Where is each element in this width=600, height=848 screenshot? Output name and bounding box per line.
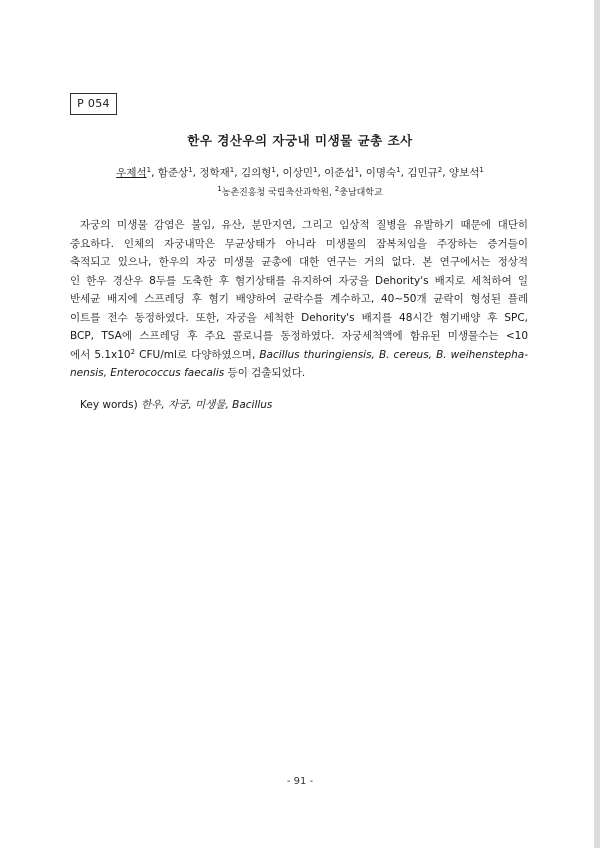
keywords-label: Key words) xyxy=(80,399,138,411)
abstract-text: 에서 5.1x10 xyxy=(70,348,131,361)
author-name: 이명숙 xyxy=(365,167,397,179)
author-affiliation-mark: 1 xyxy=(354,166,360,174)
species-names: nensis, Enterococcus faecalis xyxy=(70,367,225,379)
author-list: 우제석$^1$, 함준상$^1$, 정학재$^1$, 김의형$^1$, 이상민$^1$, 이준섭$^1$, 이명숙$^1$, 김민규$^2$, 양보석$^1$ xyxy=(116,166,484,179)
author-name: 정학재 xyxy=(199,167,230,179)
abstract-line: 중요하다. 인체의 자궁내막은 무균상태가 아니라 미생물의 잠복처임을 주장하는 증거들이 xyxy=(70,237,528,250)
abstract-line xyxy=(70,364,528,383)
poster-id-box: P 054 xyxy=(70,93,117,115)
author-affiliation-mark: 1 xyxy=(312,166,318,174)
author-affiliation-mark: 1 xyxy=(146,166,152,174)
author-affiliation-mark: 1 xyxy=(229,166,235,174)
abstract-line: 인 한우 경산우 8두를 도축한 후 혐기상태를 유지하여 자궁을 Dehority's 배지로 세척하여 일 xyxy=(70,274,528,287)
abstract-line xyxy=(70,346,528,365)
affiliations xyxy=(0,187,600,199)
author-affiliation-mark: 2 xyxy=(437,166,443,174)
abstract-body xyxy=(70,216,528,383)
abstract-line: 자궁의 미생물 감염은 불임, 유산, 분만지연, 그리고 임상적 질병을 유발하기 때문에 대단히 xyxy=(80,219,528,231)
affiliation-mark: 1 xyxy=(217,185,222,193)
author-affiliation-mark: 1 xyxy=(479,166,484,174)
species-names: Bacillus thuringiensis, B. cereus, B. weihenstepha- xyxy=(259,348,528,361)
abstract-text: CFU/ml로 다양하였으며, xyxy=(135,348,260,361)
author-name: 김민규 xyxy=(407,167,438,179)
author-name: 이준섭 xyxy=(324,167,355,179)
abstract-line: 축적되고 있으나, 한우의 자궁 미생물 균총에 대한 연구는 거의 없다. 본 연구에서는 정상적 xyxy=(70,256,528,268)
abstract-line: 이트를 전수 동정하였다. 또한, 자궁을 세척한 Dehority's 배지를 48시간 혐기배양 후 SPC, xyxy=(70,311,528,324)
exponent: 2 xyxy=(130,347,136,356)
paper-title: 한우 경산우의 자궁내 미생물 균총 조사 xyxy=(187,133,413,148)
affiliation-2: 충남대학교 xyxy=(339,188,383,198)
author-affiliation-mark: 1 xyxy=(271,166,276,174)
author-name: 함준상 xyxy=(157,167,189,179)
abstract-line: 반세균 배지에 스프레딩 후 혐기 배양하여 균락수를 계수하고, 40∼50개 균락이 형성된 플레 xyxy=(70,293,528,305)
affiliation-mark: 2 xyxy=(334,185,340,193)
author-name: 우제석 xyxy=(116,167,147,179)
abstract-text: 등이 검출되었다. xyxy=(224,367,306,379)
author-affiliation-mark: 1 xyxy=(396,166,401,174)
author-name: 양보석 xyxy=(448,167,480,179)
author-affiliation-mark: 1 xyxy=(188,166,193,174)
author-name: 김의형 xyxy=(240,167,272,179)
affiliation-1: 농촌진흥청 국립축산과학원, xyxy=(221,188,332,198)
keywords xyxy=(80,397,272,413)
page-edge xyxy=(594,0,600,848)
author-name: 이상민 xyxy=(282,167,313,179)
page-number: - 91 - xyxy=(286,776,314,787)
abstract-line: BCP, TSA에 스프레딩 후 주요 콜로니를 동정하였다. 자궁세척액에 함유된 미생물수는 <10 xyxy=(70,330,528,342)
keywords-list: 한우, 자궁, 미생물, Bacillus xyxy=(141,399,273,411)
